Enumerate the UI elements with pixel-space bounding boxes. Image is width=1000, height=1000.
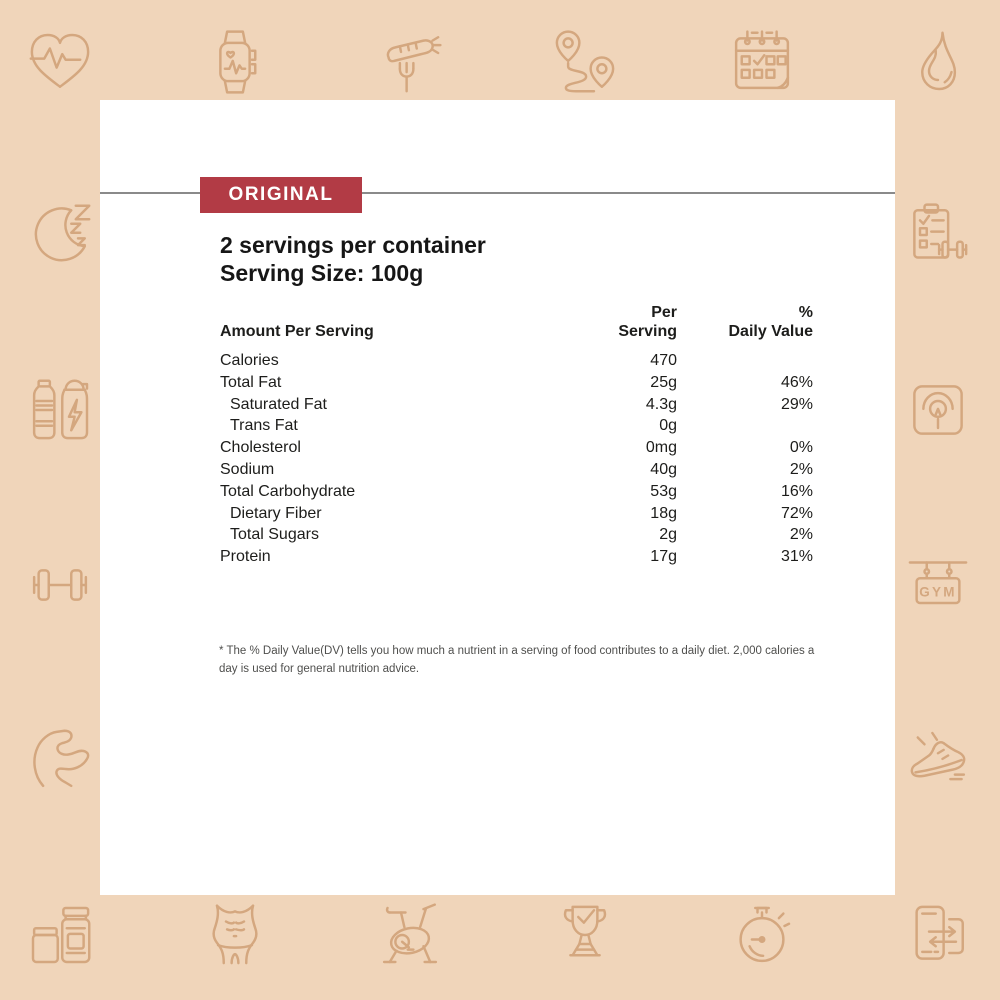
nutrient-amount: 18g: [650, 504, 677, 522]
svg-text:GYM: GYM: [919, 584, 957, 600]
nutrient-daily-value: 72%: [780, 504, 813, 522]
nutrient-amount: 4.3g: [645, 395, 677, 413]
nutrient-row: [220, 524, 813, 546]
servings-per-container: 2 servings per container: [220, 232, 486, 258]
col-header-daily-value: % Daily Value: [728, 304, 813, 340]
nutrition-label-card: [100, 100, 895, 895]
col-header-amount: Amount Per Serving: [220, 323, 374, 340]
nutrient-row: [220, 459, 813, 481]
nutrient-amount: 470: [650, 352, 677, 369]
nutrient-name: Total Carbohydrate: [220, 482, 356, 500]
serving-size: Serving Size: 100g: [220, 260, 424, 286]
nutrient-amount: 0mg: [645, 439, 677, 457]
nutrient-name: Cholesterol: [220, 439, 301, 457]
calendar-icon: [726, 26, 798, 98]
torso-abs-icon: [199, 899, 271, 971]
nutrient-amount: 25g: [650, 373, 677, 391]
nutrient-name: Total Sugars: [230, 526, 319, 544]
nutrient-daily-value: [677, 350, 813, 372]
nutrient-name: Trans Fat: [230, 417, 298, 435]
nutrient-amount: 17g: [650, 548, 677, 566]
supplement-jars-icon: [24, 899, 96, 971]
nutrient-daily-value: 2%: [789, 526, 813, 544]
nutrient-name: Saturated Fat: [230, 395, 327, 413]
nutrient-name: Calories: [220, 352, 279, 369]
nutrient-row: [220, 546, 813, 568]
nutrient-row: [220, 503, 813, 525]
nutrition-table: [220, 303, 813, 568]
gym-sign-icon: [902, 549, 974, 621]
carrot-fork-icon: [374, 26, 446, 98]
nutrient-daily-value: 29%: [780, 395, 813, 413]
table-body: [220, 350, 813, 568]
trophy-icon: [549, 899, 621, 971]
smartwatch-icon: [199, 26, 271, 98]
nutrient-amount: 2g: [659, 526, 677, 544]
nutrient-daily-value: 31%: [780, 548, 813, 566]
phone-sync-icon: [902, 899, 974, 971]
exercise-bike-icon: [374, 899, 446, 971]
nutrient-row: [220, 415, 813, 437]
variant-badge-label: ORIGINAL: [228, 184, 334, 205]
nutrient-row: [220, 372, 813, 394]
col-header-per-serving: Per Serving: [618, 304, 677, 340]
nutrient-row: [220, 481, 813, 503]
weight-scale-icon: [902, 374, 974, 446]
nutrient-row: [220, 437, 813, 459]
heart-pulse-icon: [24, 26, 96, 98]
nutrient-daily-value: 46%: [780, 373, 813, 391]
serving-headline: [220, 231, 486, 287]
dumbbell-icon: [24, 549, 96, 621]
nutrient-name: Total Fat: [220, 373, 282, 391]
clipboard-workout-icon: [902, 199, 974, 271]
nutrient-name: Dietary Fiber: [230, 504, 322, 522]
route-pins-icon: [549, 26, 621, 98]
nutrient-row: [220, 350, 813, 372]
nutrient-daily-value: 16%: [780, 482, 813, 500]
nutrient-amount: 0g: [659, 417, 677, 435]
nutrient-row: [220, 394, 813, 416]
water-bottles-icon: [24, 374, 96, 446]
nutrient-daily-value: 2%: [789, 460, 813, 478]
nutrient-amount: 53g: [650, 482, 677, 500]
nutrient-name: Sodium: [220, 460, 275, 478]
flame-icon: [902, 26, 974, 98]
nutrient-name: Protein: [220, 548, 271, 566]
stopwatch-icon: [726, 899, 798, 971]
nutrient-daily-value: 0%: [789, 439, 813, 457]
table-header-row: [220, 303, 813, 341]
nutrient-daily-value: [677, 415, 813, 437]
running-shoe-icon: [902, 724, 974, 796]
bicep-icon: [24, 724, 96, 796]
daily-value-footnote: * The % Daily Value(DV) tells you how much a nutrient in a serving of food contributes to a daily diet. 2,000 calories a day is used for general nutrition advice.: [219, 645, 815, 675]
variant-badge: [200, 177, 362, 213]
moon-sleep-icon: [24, 199, 96, 271]
nutrient-amount: 40g: [650, 460, 677, 478]
